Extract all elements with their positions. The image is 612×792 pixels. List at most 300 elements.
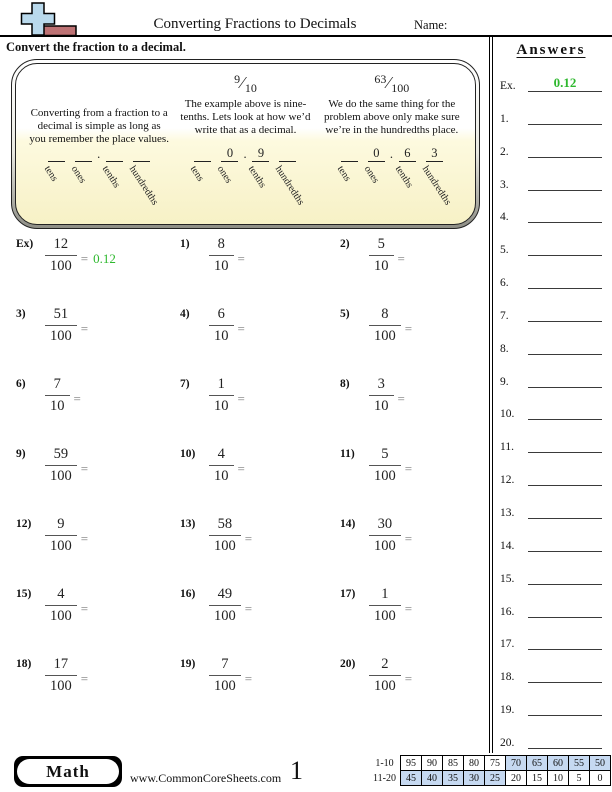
fraction-slash: ⁄ — [387, 73, 391, 93]
fraction-numerator: 51 — [53, 306, 69, 322]
problem-number: 8) — [340, 378, 350, 390]
fraction-denominator: 100 — [374, 468, 396, 484]
answer-label: 3. — [500, 178, 509, 191]
answer-label: 18. — [500, 671, 515, 684]
problem-fraction — [45, 376, 70, 415]
place-value-line — [341, 161, 358, 162]
page-title: Converting Fractions to Decimals — [153, 16, 357, 32]
problem-cell — [340, 376, 500, 446]
problem-cell — [180, 236, 340, 306]
equals-sign: = — [404, 671, 413, 686]
answer-label: 4. — [500, 211, 509, 224]
score-row-label: 11-20 — [373, 772, 396, 784]
answer-label: 9. — [500, 375, 509, 388]
answer-blank — [528, 502, 602, 519]
equals-sign: = — [80, 321, 89, 336]
fraction-numerator: 2 — [381, 656, 389, 672]
content — [0, 37, 612, 753]
equals-sign: = — [404, 461, 413, 476]
place-value-slot-ones — [361, 145, 385, 225]
problem-fraction — [45, 306, 77, 345]
answer-row — [500, 371, 602, 388]
page-number: 1 — [290, 756, 303, 785]
main-column — [0, 37, 489, 753]
problem-cell — [180, 656, 340, 726]
equals-sign: = — [404, 601, 413, 616]
equals-sign: = — [237, 251, 245, 266]
equals-sign: = — [244, 671, 253, 686]
answer-label: 20. — [500, 736, 515, 749]
fraction-denominator: 10 — [374, 398, 389, 414]
place-value-label: ones — [215, 163, 235, 186]
answer-label: Ex. — [500, 80, 516, 92]
problem-fraction — [45, 236, 77, 275]
score-cell: 45 — [401, 771, 422, 786]
answer-label: 8. — [500, 342, 509, 355]
place-value-digit — [194, 146, 211, 161]
math-badge — [14, 756, 122, 787]
answer-label: 6. — [500, 277, 509, 290]
problem-fraction — [369, 586, 401, 625]
score-cell: 65 — [527, 756, 548, 771]
example-fraction-1 — [234, 68, 257, 98]
place-value-label: tenths — [392, 163, 415, 190]
place-value-line — [426, 161, 443, 162]
answer-row — [500, 699, 602, 716]
answer-blank — [528, 305, 602, 322]
answer-row — [500, 469, 602, 486]
minus-bar-shape — [40, 26, 76, 36]
score-cell: 95 — [401, 756, 422, 771]
score-cell: 55 — [569, 756, 590, 771]
score-table — [373, 755, 611, 786]
answer-blank — [528, 535, 602, 552]
place-value-slot-ones — [68, 146, 92, 225]
fraction-denominator: 100 — [374, 678, 396, 694]
fraction-numerator: 4 — [57, 586, 65, 602]
problem-cell — [340, 586, 500, 656]
answer-label: 11. — [500, 441, 514, 454]
fraction-denominator: 100 — [391, 80, 410, 95]
score-cell: 75 — [485, 756, 506, 771]
answer-label: 15. — [500, 572, 515, 585]
example-fraction-2 — [374, 68, 409, 98]
problem-number: 6) — [16, 378, 26, 390]
problem-number: 5) — [340, 308, 350, 320]
score-cell: 85 — [443, 756, 464, 771]
place-value-line — [75, 161, 92, 162]
answer-blank — [528, 666, 602, 683]
place-value-digit — [133, 146, 150, 161]
score-cell: 70 — [506, 756, 527, 771]
problem-cell — [16, 376, 180, 446]
answer-label: 7. — [500, 309, 509, 322]
fraction-numerator: 8 — [381, 306, 389, 322]
score-cell: 90 — [422, 756, 443, 771]
problem-cell — [180, 376, 340, 446]
equals-sign: = — [397, 251, 405, 266]
equals-sign: = — [404, 321, 413, 336]
place-value-label: tenths — [246, 163, 269, 190]
fraction-denominator: 100 — [50, 468, 72, 484]
instruction-box-inner — [15, 63, 476, 225]
score-cell: 40 — [422, 771, 443, 786]
problem-cell — [16, 306, 180, 376]
fraction-denominator: 10 — [244, 80, 257, 95]
answers-panel — [489, 37, 612, 753]
place-value-diagram-1 — [26, 146, 172, 225]
score-cell: 10 — [548, 771, 569, 786]
problem-cell — [340, 446, 500, 516]
problem-number: 12) — [16, 518, 32, 530]
answer-blank — [528, 338, 602, 355]
problem-fraction — [369, 656, 401, 695]
place-value-slot-tenths — [246, 145, 269, 225]
answer-label: 19. — [500, 704, 515, 717]
place-value-diagram-2 — [172, 146, 318, 225]
answers-list — [498, 59, 604, 751]
place-value-slot-hundredths — [273, 146, 307, 225]
math-badge-label: Math — [17, 759, 119, 784]
problem-number: 2) — [340, 238, 350, 250]
answer-blank — [528, 699, 602, 716]
problem-cell — [340, 236, 500, 306]
answer-row — [500, 633, 602, 650]
answer-blank — [528, 568, 602, 585]
fraction-numerator: 8 — [217, 236, 225, 252]
fraction-denominator: 10 — [214, 398, 229, 414]
fraction-numerator: 63 — [374, 72, 387, 86]
place-value-label: ones — [361, 163, 381, 186]
problem-fraction — [45, 586, 77, 625]
problem-number: 16) — [180, 588, 196, 600]
place-value-label: hundredths — [126, 163, 161, 208]
fraction-numerator: 5 — [381, 446, 389, 462]
answer-row — [500, 239, 602, 256]
problem-fraction — [369, 376, 394, 415]
problem-number: 19) — [180, 658, 196, 670]
fraction-denominator: 100 — [214, 678, 236, 694]
answer-blank — [528, 174, 602, 191]
equals-sign: = — [237, 461, 245, 476]
score-cell: 80 — [464, 756, 485, 771]
place-value-digit: 6 — [404, 145, 411, 160]
fraction-slash: ⁄ — [241, 73, 244, 93]
problem-fraction — [209, 446, 234, 485]
answer-blank — [528, 108, 602, 125]
place-value-slot-tens — [334, 146, 358, 225]
place-value-label: tens — [41, 163, 60, 184]
answer-row — [500, 502, 602, 519]
problem-number: 3) — [16, 308, 26, 320]
answer-blank — [528, 633, 602, 650]
instruction-text-1: Converting from a fraction to a decimal is simple as long as you remember the place values. — [29, 107, 169, 145]
score-cell: 20 — [506, 771, 527, 786]
problem-fraction — [45, 516, 77, 555]
place-value-slot-tens — [188, 146, 211, 225]
equals-sign: = — [244, 601, 253, 616]
place-value-line — [133, 161, 150, 162]
problem-fraction — [369, 516, 401, 555]
problem-fraction — [209, 306, 234, 345]
place-value-line — [399, 161, 416, 162]
example-answer: 0.12 — [93, 251, 116, 266]
place-value-line — [106, 161, 123, 162]
answer-row — [500, 108, 602, 125]
problem-fraction — [369, 236, 394, 275]
answer-row — [500, 568, 602, 585]
fraction-numerator: 7 — [221, 656, 229, 672]
problem-fraction — [45, 656, 77, 695]
fraction-denominator: 100 — [50, 608, 72, 624]
fraction-denominator: 100 — [50, 538, 72, 554]
problem-fraction — [209, 376, 234, 415]
answer-label: 1. — [500, 112, 509, 125]
footer — [0, 753, 612, 792]
problems-grid — [0, 229, 489, 726]
instruction-column-2 — [172, 68, 318, 225]
fraction-denominator: 10 — [214, 328, 229, 344]
problem-fraction — [45, 446, 77, 485]
equals-sign: = — [80, 671, 89, 686]
answer-blank — [528, 436, 602, 453]
place-value-line — [48, 161, 65, 162]
place-value-label: tenths — [99, 163, 123, 190]
score-cell: 15 — [527, 771, 548, 786]
fraction-denominator: 10 — [214, 258, 229, 274]
score-cell: 25 — [485, 771, 506, 786]
fraction-numerator: 6 — [217, 306, 225, 322]
place-value-digit: 0 — [226, 145, 234, 160]
place-value-line — [368, 161, 385, 162]
answer-label: 13. — [500, 506, 515, 519]
problem-number: 1) — [180, 238, 190, 250]
header — [0, 0, 612, 37]
problem-number: 15) — [16, 588, 32, 600]
site-url: www.CommonCoreSheets.com — [130, 771, 282, 785]
place-value-digit — [48, 146, 65, 161]
answer-row — [500, 305, 602, 322]
place-value-label: tens — [188, 163, 207, 184]
problem-number: 10) — [180, 448, 196, 460]
answer-label: 16. — [500, 605, 515, 618]
answer-row — [500, 403, 602, 420]
answer-row — [500, 272, 602, 289]
fraction-denominator: 100 — [50, 328, 72, 344]
fraction-numerator: 3 — [377, 376, 385, 392]
problem-cell — [340, 656, 500, 726]
place-value-slots — [41, 146, 161, 225]
equals-sign: = — [244, 531, 253, 546]
answer-blank: 0.12 — [528, 75, 602, 92]
fraction-denominator: 100 — [50, 258, 72, 274]
place-value-digit — [106, 146, 123, 161]
answer-label: 12. — [500, 474, 515, 487]
place-value-slot-hundredths — [419, 145, 454, 225]
fraction-denominator: 100 — [374, 608, 396, 624]
place-value-slots — [334, 145, 454, 225]
answer-label: 14. — [500, 539, 515, 552]
place-value-label: hundredths — [273, 163, 307, 208]
equals-sign: = — [80, 461, 89, 476]
problem-fraction — [369, 306, 401, 345]
fraction-denominator: 10 — [214, 468, 229, 484]
answer-label: 2. — [500, 145, 509, 158]
place-value-line — [194, 161, 211, 162]
problem-number: 18) — [16, 658, 32, 670]
fraction-denominator: 100 — [374, 538, 396, 554]
decimal-point: . — [97, 146, 101, 161]
answer-label: 17. — [500, 638, 515, 651]
problem-cell — [180, 306, 340, 376]
fraction-numerator: 4 — [217, 446, 225, 462]
problem-cell — [180, 516, 340, 586]
problem-number: 20) — [340, 658, 356, 670]
problem-cell — [16, 586, 180, 656]
problem-fraction — [209, 516, 241, 555]
place-value-slot-tenths — [392, 145, 416, 225]
equals-sign: = — [397, 391, 405, 406]
fraction-denominator: 10 — [50, 398, 65, 414]
fraction-numerator: 12 — [53, 236, 69, 252]
fraction-numerator: 1 — [381, 586, 389, 602]
problem-fraction — [209, 236, 234, 275]
answer-row — [500, 535, 602, 552]
plus-minus-icon — [13, 1, 85, 37]
fraction-numerator: 1 — [217, 376, 225, 392]
equals-sign: = — [73, 391, 81, 406]
answer-blank — [528, 403, 602, 420]
place-value-label: hundredths — [419, 163, 454, 208]
instruction-column-3 — [319, 68, 465, 225]
score-row — [373, 756, 610, 771]
equals-sign: = — [80, 251, 89, 266]
equals-sign: = — [404, 531, 413, 546]
answer-blank — [528, 206, 602, 223]
place-value-digit: 3 — [431, 145, 438, 160]
problem-fraction — [369, 446, 401, 485]
place-value-line — [279, 161, 296, 162]
problem-number: 9) — [16, 448, 26, 460]
fraction-numerator: 49 — [217, 586, 233, 602]
fraction-numerator: 9 — [57, 516, 65, 532]
instruction-text-3: We do the same thing for the problem above only make sure we’re in the hundredths place. — [324, 98, 460, 136]
answer-row — [500, 601, 602, 618]
problem-number: 14) — [340, 518, 356, 530]
answer-row — [500, 174, 602, 191]
directions-text: Convert the fraction to a decimal. — [6, 40, 186, 54]
place-value-digit: 9 — [257, 145, 265, 160]
score-cell: 50 — [590, 756, 611, 771]
score-table-body — [373, 756, 610, 786]
equals-sign: = — [80, 531, 89, 546]
fraction-numerator: 59 — [53, 446, 69, 462]
problem-cell — [180, 446, 340, 516]
answer-blank — [528, 141, 602, 158]
problem-cell — [16, 236, 180, 306]
problem-fraction — [209, 656, 241, 695]
place-value-digit — [341, 146, 358, 161]
fraction-numerator: 7 — [53, 376, 61, 392]
problem-cell — [180, 586, 340, 656]
problem-fraction — [209, 586, 241, 625]
answer-label: 10. — [500, 408, 515, 421]
decimal-point: . — [389, 146, 393, 161]
place-value-digit — [75, 146, 92, 161]
place-value-digit: 0 — [373, 145, 380, 160]
problem-number: 13) — [180, 518, 196, 530]
answer-blank — [528, 371, 602, 388]
problem-number: Ex) — [16, 238, 34, 250]
equals-sign: = — [237, 391, 245, 406]
fraction-denominator: 100 — [214, 538, 236, 554]
score-cell: 0 — [590, 771, 611, 786]
answer-blank — [528, 239, 602, 256]
problem-number: 17) — [340, 588, 356, 600]
score-row-label: 1-10 — [375, 757, 394, 769]
place-value-slot-tens — [41, 146, 65, 225]
fraction-numerator: 5 — [377, 236, 385, 252]
equals-sign: = — [237, 321, 245, 336]
instruction-box — [11, 59, 480, 229]
place-value-line — [252, 161, 269, 162]
equals-sign: = — [80, 601, 89, 616]
answer-row — [500, 206, 602, 223]
answer-row — [500, 732, 602, 749]
answer-blank — [528, 732, 602, 749]
problem-number: 7) — [180, 378, 190, 390]
place-value-label: ones — [68, 163, 89, 186]
place-value-slots — [188, 145, 307, 225]
place-value-slot-hundredths — [126, 146, 161, 225]
problem-number: 4) — [180, 308, 190, 320]
answer-row — [500, 436, 602, 453]
problem-cell — [16, 516, 180, 586]
place-value-line — [221, 161, 238, 162]
problem-cell — [16, 656, 180, 726]
place-value-diagram-3 — [319, 146, 465, 225]
answer-row — [500, 666, 602, 683]
place-value-digit — [279, 146, 296, 161]
fraction-numerator: 58 — [217, 516, 233, 532]
fraction-denominator: 100 — [374, 328, 396, 344]
answer-blank — [528, 272, 602, 289]
fraction-denominator: 100 — [214, 608, 236, 624]
score-cell: 35 — [443, 771, 464, 786]
fraction-denominator: 100 — [50, 678, 72, 694]
place-value-slot-ones — [215, 145, 238, 225]
problem-cell — [16, 446, 180, 516]
answer-blank — [528, 601, 602, 618]
answer-row — [500, 75, 602, 92]
answer-row — [500, 141, 602, 158]
fraction-numerator: 9 — [234, 72, 241, 86]
score-cell: 5 — [569, 771, 590, 786]
answers-title: Answers — [516, 42, 586, 58]
answer-label: 5. — [500, 244, 509, 257]
instruction-text-2: The example above is nine-tenths. Lets look at how we’d write that as a decimal. — [180, 98, 311, 136]
instruction-column-1 — [26, 68, 172, 225]
decimal-point: . — [243, 146, 247, 161]
fraction-numerator: 17 — [53, 656, 69, 672]
name-label: Name: — [414, 18, 448, 32]
score-row — [373, 771, 610, 786]
score-cell: 30 — [464, 771, 485, 786]
answer-blank — [528, 469, 602, 486]
score-cell: 60 — [548, 756, 569, 771]
problem-cell — [340, 516, 500, 586]
problem-cell — [340, 306, 500, 376]
